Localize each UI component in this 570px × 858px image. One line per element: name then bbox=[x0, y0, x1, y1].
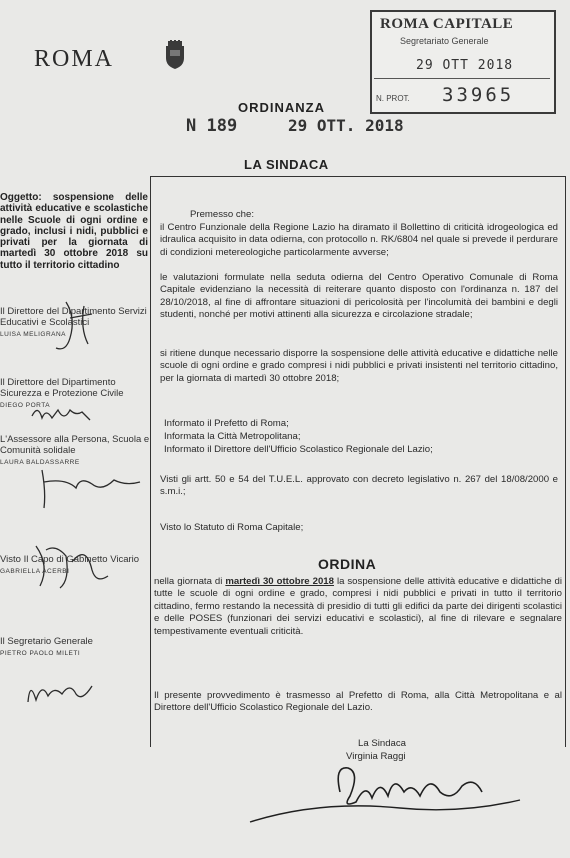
premesso-heading: Premesso che: bbox=[190, 209, 254, 220]
signer-name: GABRIELLA ACERBI bbox=[0, 568, 70, 575]
informata-citta: Informata la Città Metropolitana; bbox=[164, 431, 301, 442]
ordina-pre: nella giornata di bbox=[154, 576, 223, 587]
stamp-subtitle: Segretariato Generale bbox=[400, 36, 489, 46]
trasmesso-paragraph: Il presente provvedimento è trasmesso al Prefetto di Roma, alla Città Metropolitana e al Direttore dell'Ufficio Scolastico Regionale del Lazio. bbox=[154, 690, 562, 714]
paragraph-valutazioni: le valutazioni formulate nella seduta odierna del Centro Operativo Comunale di Roma Capitale evidenziano la necessità di reiterare quanto disposto con l'ordinanza n. 187 del 28/10/2018, al fine di affrontare situazioni di pericolosità per l'incolumità dei bambini e degli studenti, nonché per motivi attinenti alla sicurezza e circolazione stradale; bbox=[160, 272, 558, 321]
informato-direttore: Informato il Direttore dell'Ufficio Scolastico Regionale del Lazio; bbox=[164, 444, 433, 455]
stamp-title: ROMA CAPITALE bbox=[380, 16, 514, 32]
subject-text: Oggetto: sospensione delle attività educative e scolastiche nelle Scuole di ogni ordine e grado, inclusi i nidi, pubblici e privati per la giornata di martedì 30 ottobre 2018 su tutto il territorio cittadino bbox=[0, 192, 148, 271]
document-type: ORDINANZA bbox=[238, 100, 325, 115]
issuing-authority: LA SINDACA bbox=[244, 157, 329, 172]
ordina-text: la sospensione delle attività educative e didattiche di tutte le scuole di ogni ordine e grado, compresi i nidi pubblici e privati in tutto il territorio cittadino, fermo restando la necessità di presidio di tutti gli edifici da parte dei dirigenti scolastici e delle POSES (funzionari dei servizi educativi e scolastici), al fine di rilevare e segnalare tempestivamente eventuali criticità. bbox=[154, 576, 563, 637]
ordina-date: martedì 30 ottobre 2018 bbox=[225, 576, 334, 587]
stamp-prot-label: N. PROT. bbox=[376, 94, 410, 103]
signer-title: La Sindaca bbox=[358, 738, 407, 749]
ordinance-number: N 189 bbox=[186, 116, 238, 136]
stamp-number: 33965 bbox=[442, 84, 515, 106]
roma-crest-icon bbox=[164, 40, 186, 70]
handwritten-signature bbox=[26, 540, 116, 592]
signer-name: DIEGO PORTA bbox=[0, 402, 51, 409]
handwritten-signature bbox=[22, 672, 102, 712]
visti-tuel: Visti gli artt. 50 e 54 del T.U.E.L. approvato con decreto legislativo n. 267 del 18/08/2000 e s.m.i.; bbox=[160, 474, 558, 498]
signer-role: L'Assessore alla Persona, Scuola e Comunità solidale bbox=[0, 434, 150, 456]
signer-role: Il Segretario Generale bbox=[0, 636, 93, 647]
protocol-stamp bbox=[370, 10, 556, 114]
informato-prefetto: Informato il Prefetto di Roma; bbox=[164, 418, 289, 429]
signer-role: Il Direttore del Dipartimento Sicurezza e Protezione Civile bbox=[0, 377, 124, 399]
ordina-heading: ORDINA bbox=[318, 556, 377, 572]
signer-name: PIETRO PAOLO MILETI bbox=[0, 650, 81, 657]
paragraph-sospensione: si ritiene dunque necessario disporre la sospensione delle attività educative e didattiche nelle scuole di ogni ordine e grado compresi i nidi pubblici e privati insistenti nel territorio cittadino, per la giornata di martedì 30 ottobre 2018; bbox=[160, 348, 558, 384]
signer-role: Il Direttore del Dipartimento Servizi Educativi e Scolastici bbox=[0, 306, 147, 328]
stamp-divider bbox=[374, 78, 550, 79]
signer-role: Visto Il Capo di Gabinetto Vicario bbox=[0, 554, 140, 565]
ordina-paragraph bbox=[154, 576, 562, 638]
signer-fullname: Virginia Raggi bbox=[346, 751, 406, 762]
signer-name: LAURA BALDASSARRE bbox=[0, 459, 80, 466]
handwritten-signature bbox=[36, 298, 106, 358]
signature-block bbox=[0, 636, 150, 659]
signer-name: LUISA MELIGRANA bbox=[0, 331, 67, 338]
handwritten-signature bbox=[36, 462, 146, 512]
stamp-date: 29 OTT 2018 bbox=[416, 58, 514, 73]
visto-statuto: Visto lo Statuto di Roma Capitale; bbox=[160, 522, 304, 533]
ordinance-body-box bbox=[150, 176, 566, 747]
paragraph-bollettino: il Centro Funzionale della Regione Lazio ha diramato il Bollettino di criticità idrogeologica ed idraulica acquisito in data odierna, con protocollo n. RK/6804 nel quale si prevede il perdurare di condizioni metereologiche particolarmente avverse; bbox=[160, 222, 558, 258]
mayor-handwritten-signature bbox=[230, 752, 530, 832]
handwritten-signature bbox=[30, 402, 100, 426]
ordinance-date: 29 OTT. 2018 bbox=[288, 116, 404, 135]
roma-logo-text: ROMA bbox=[34, 46, 115, 72]
